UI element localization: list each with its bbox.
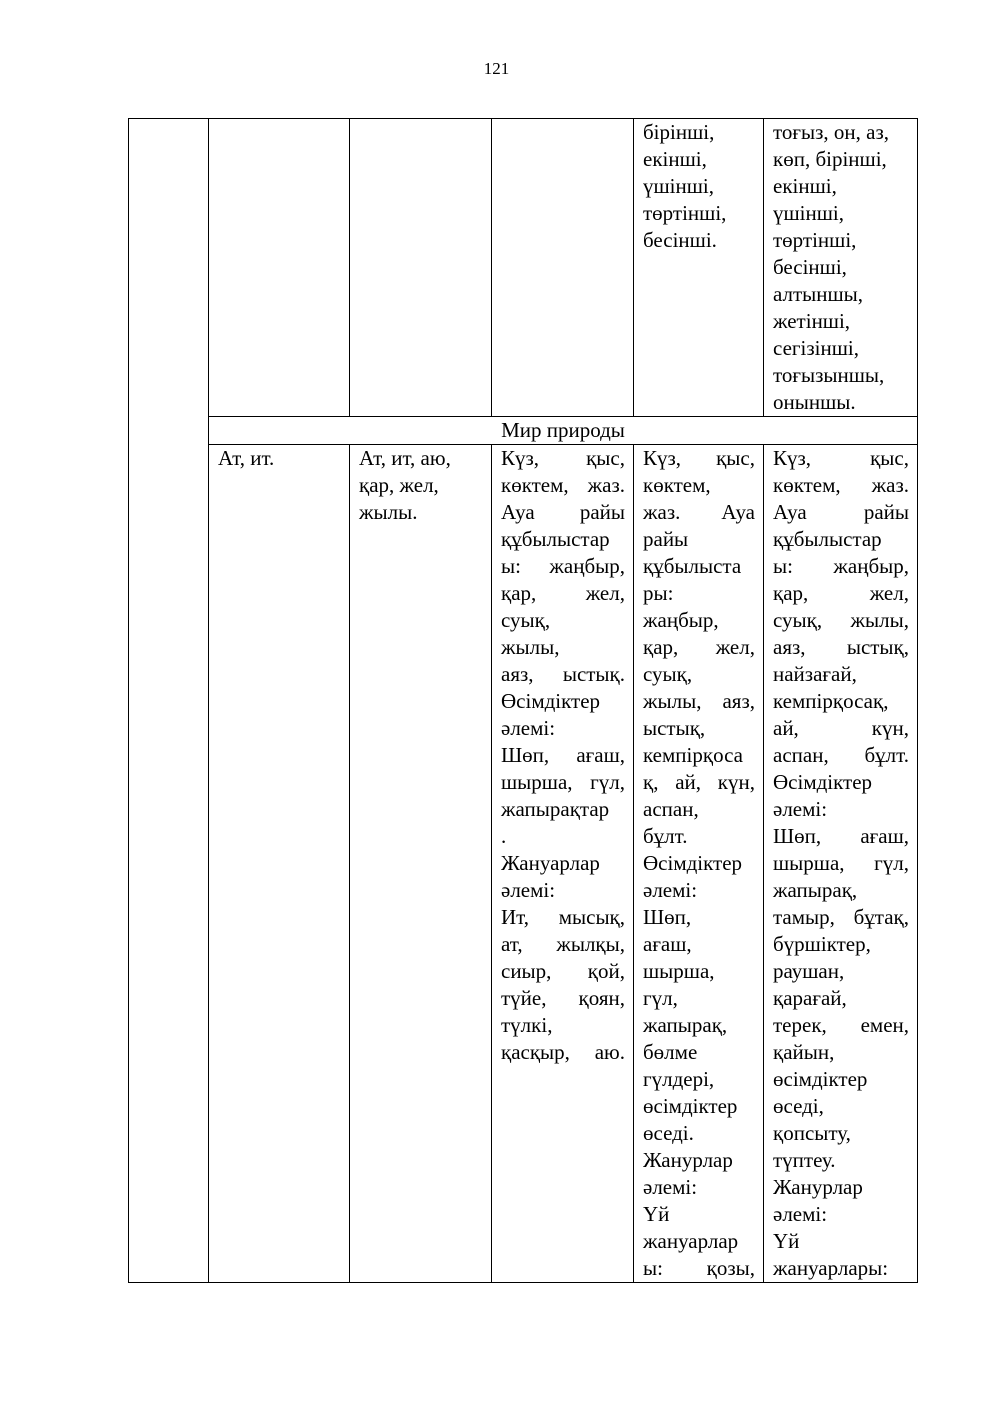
cell-line: тамыр, бұтақ, xyxy=(773,905,909,929)
cell-line: екінші, xyxy=(773,174,837,198)
cell-text xyxy=(634,119,763,254)
curriculum-table xyxy=(128,118,918,1283)
cell-line: райы xyxy=(643,527,689,551)
cell-line: ры: xyxy=(643,581,674,605)
cell-line: аяз, ыстық, xyxy=(773,635,909,659)
cell-line: гүл, xyxy=(643,986,678,1010)
cell-line: қопсыту, xyxy=(773,1121,851,1145)
cell-line: Ат, ит. xyxy=(218,446,275,470)
cell-line: өседі. xyxy=(643,1121,694,1145)
cell-line: тоғызыншы, xyxy=(773,363,885,387)
cell-line: үшінші, xyxy=(773,201,844,225)
cell-line: ыстық, xyxy=(643,716,706,740)
cell-line: құбылыстар xyxy=(501,527,610,551)
table-cell-level-2 xyxy=(350,445,492,1283)
cell-line: Шөп, ағаш, xyxy=(773,824,909,848)
cell-line: бүршіктер, xyxy=(773,932,871,956)
cell-line: Жанурлар xyxy=(643,1148,733,1172)
cell-line: үшінші, xyxy=(643,174,714,198)
cell-line: . xyxy=(501,824,507,848)
cell-line: суық, жылы, xyxy=(773,608,909,632)
cell-line: Күз, қыс, xyxy=(501,446,625,470)
cell-line: Ауа райы xyxy=(501,500,625,524)
cell-line: көп, бірінші, xyxy=(773,147,887,171)
cell-text xyxy=(209,445,349,472)
cell-line: бөлме xyxy=(643,1040,698,1064)
cell-line: гүлдері, xyxy=(643,1067,715,1091)
cell-line: жаз. Ауа xyxy=(643,500,755,524)
table-cell-level-5 xyxy=(764,445,918,1283)
cell-line: Өсімдіктер xyxy=(773,770,873,794)
table-cell-empty xyxy=(350,119,492,417)
cell-line: түйе, қоян, xyxy=(501,986,625,1010)
cell-line: раушан, xyxy=(773,959,845,983)
cell-line: суық, xyxy=(501,608,551,632)
cell-line: бесінші. xyxy=(643,228,717,252)
cell-line: шырша, гүл, xyxy=(501,770,625,794)
cell-line: ай, күн, xyxy=(773,716,909,740)
cell-line: Жануарлар xyxy=(501,851,600,875)
cell-line: жылы. xyxy=(359,500,418,524)
cell-line: бірінші, xyxy=(643,120,715,144)
cell-line: Үй xyxy=(773,1229,800,1253)
table-cell-empty xyxy=(209,119,350,417)
cell-text xyxy=(764,119,917,416)
cell-text xyxy=(492,445,633,1066)
cell-line: өсімдіктер xyxy=(773,1067,868,1091)
cell-line: жануарлар xyxy=(643,1229,739,1253)
cell-line: жылы, xyxy=(501,635,560,659)
cell-line: әлемі: xyxy=(501,716,556,740)
cell-line: терек, емен, xyxy=(773,1013,909,1037)
cell-line: қарағай, xyxy=(773,986,847,1010)
cell-line: ы: жаңбыр, xyxy=(773,554,909,578)
cell-line: түлкі, xyxy=(501,1013,553,1037)
table-row-section-header xyxy=(129,417,918,445)
cell-line: найзағай, xyxy=(773,662,857,686)
cell-line: көктем, xyxy=(643,473,711,497)
cell-line: әлемі: xyxy=(643,1175,698,1199)
cell-line: ы: қозы, xyxy=(643,1256,755,1280)
cell-line: жылы, аяз, xyxy=(643,689,755,713)
cell-text xyxy=(634,445,763,1282)
cell-line: шырша, xyxy=(643,959,715,983)
table-cell-level-1 xyxy=(209,445,350,1283)
cell-line: өседі, xyxy=(773,1094,824,1118)
cell-line: ат, жылқы, xyxy=(501,932,625,956)
table-cell-level-4 xyxy=(634,445,764,1283)
cell-text xyxy=(764,445,917,1282)
cell-line: кемпірқоса xyxy=(643,743,743,767)
cell-line: әлемі: xyxy=(773,797,828,821)
cell-line: Ат, ит, аю, xyxy=(359,446,451,470)
cell-line: қайын, xyxy=(773,1040,835,1064)
cell-line: аяз, ыстық. xyxy=(501,662,625,686)
cell-line: Ауа райы xyxy=(773,500,909,524)
cell-line: төртінші, xyxy=(773,228,857,252)
cell-line: тоғыз, он, аз, xyxy=(773,120,890,144)
cell-line: Жанурлар xyxy=(773,1175,863,1199)
cell-line: жетінші, xyxy=(773,309,851,333)
cell-line: әлемі: xyxy=(643,878,698,902)
cell-line: бұлт. xyxy=(643,824,688,848)
cell-line: Ит, мысық, xyxy=(501,905,625,929)
cell-line: Үй xyxy=(643,1202,670,1226)
cell-line: көктем, жаз. xyxy=(501,473,625,497)
cell-line: Шөп, xyxy=(643,905,692,929)
cell-line: жануарлары: xyxy=(773,1256,889,1280)
table-cell-empty xyxy=(492,119,634,417)
table-cell-ordinals-full xyxy=(764,119,918,417)
section-title: Мир природы xyxy=(209,417,918,445)
cell-line: қар, жел, xyxy=(643,635,755,659)
table-cell-level-3 xyxy=(492,445,634,1283)
cell-line: көктем, жаз. xyxy=(773,473,909,497)
cell-line: оныншы. xyxy=(773,390,856,414)
table-row-nature xyxy=(129,445,918,1283)
page-number: 121 xyxy=(483,59,510,78)
cell-line: өсімдіктер xyxy=(643,1094,738,1118)
cell-line: аспан, бұлт. xyxy=(773,743,909,767)
cell-line: құбылыста xyxy=(643,554,742,578)
cell-line: Күз, қыс, xyxy=(773,446,909,470)
table-row-top xyxy=(129,119,918,417)
cell-line: қар, жел, xyxy=(359,473,439,497)
cell-line: ы: жаңбыр, xyxy=(501,554,625,578)
cell-line: бесінші, xyxy=(773,255,847,279)
cell-line: сиыр, қой, xyxy=(501,959,625,983)
cell-line: әлемі: xyxy=(501,878,556,902)
cell-line: екінші, xyxy=(643,147,707,171)
cell-line: Күз, қыс, xyxy=(643,446,755,470)
cell-line: Өсімдіктер xyxy=(501,689,601,713)
cell-line: аспан, xyxy=(643,797,699,821)
cell-line: ағаш, xyxy=(643,932,692,956)
cell-line: сегізінші, xyxy=(773,336,859,360)
cell-line: суық, xyxy=(643,662,693,686)
cell-line: жаңбыр, xyxy=(643,608,719,632)
cell-line: шырша, гүл, xyxy=(773,851,909,875)
cell-line: жапырақтар xyxy=(501,797,610,821)
cell-line: жапырақ, xyxy=(643,1013,728,1037)
cell-line: түптеу. xyxy=(773,1148,836,1172)
merged-first-column-cell xyxy=(129,119,209,1283)
cell-line: жапырақ, xyxy=(773,878,858,902)
cell-line: қар, жел, xyxy=(501,581,625,605)
cell-line: алтыншы, xyxy=(773,282,864,306)
cell-line: әлемі: xyxy=(773,1202,828,1226)
cell-line: құбылыстар xyxy=(773,527,882,551)
cell-line: Өсімдіктер xyxy=(643,851,743,875)
cell-line: кемпірқосақ, xyxy=(773,689,889,713)
cell-line: қар, жел, xyxy=(773,581,909,605)
table-cell-ordinals-short xyxy=(634,119,764,417)
cell-line: төртінші, xyxy=(643,201,727,225)
cell-text xyxy=(350,445,491,526)
cell-line: Шөп, ағаш, xyxy=(501,743,625,767)
cell-line: қ, ай, күн, xyxy=(643,770,755,794)
cell-line: қасқыр, аю. xyxy=(501,1040,625,1064)
